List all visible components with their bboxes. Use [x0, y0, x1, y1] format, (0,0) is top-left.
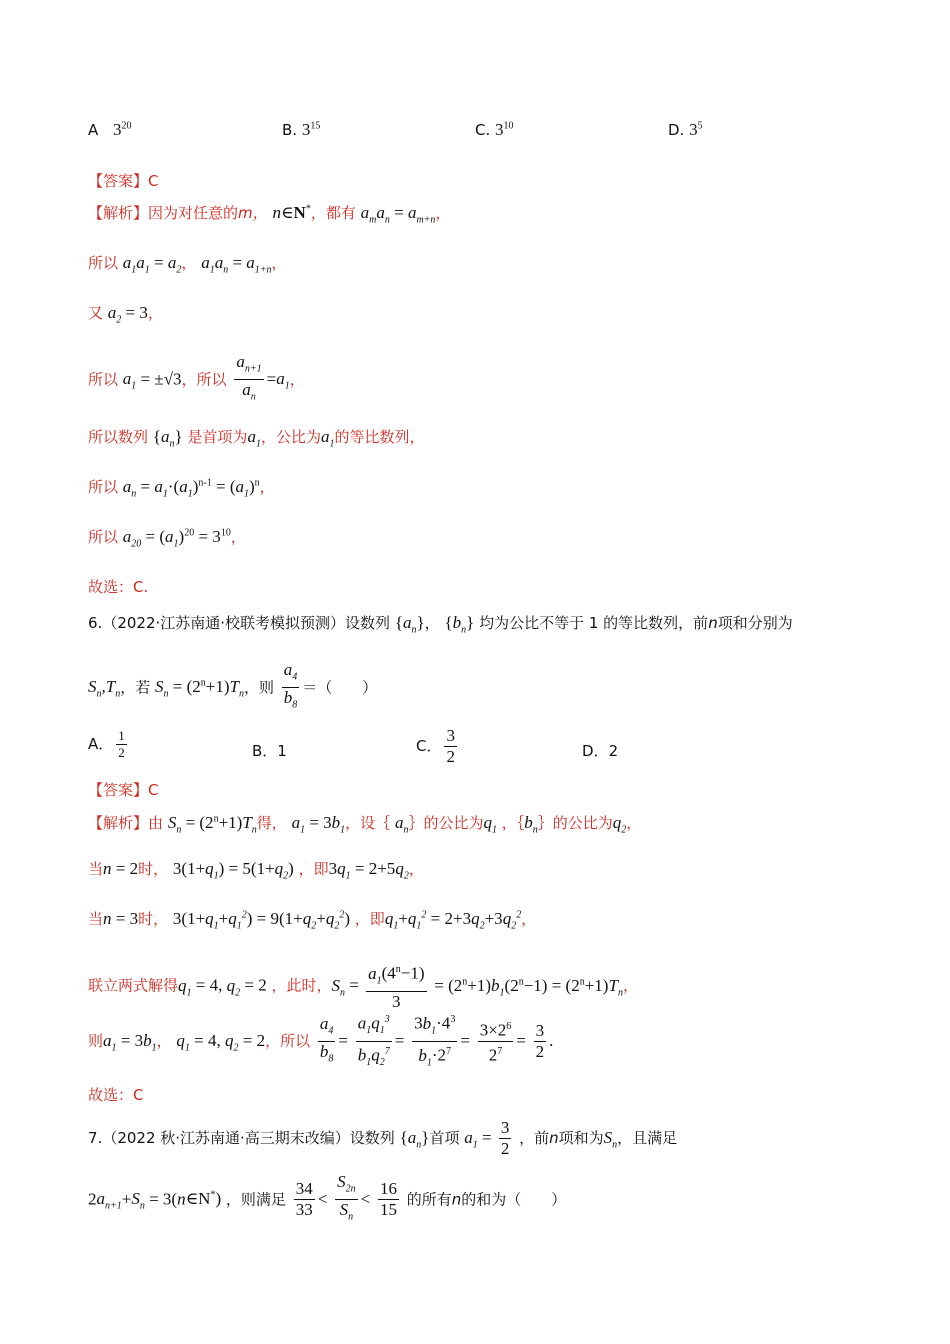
q5-option-d: D. $3^5$ — [668, 120, 703, 139]
q5-analysis-line7: 所以 $a_{20} = (a_1)^{20} = 3^{10}$， — [88, 527, 246, 550]
q7-stem-line1: 7.（2022 秋·江苏南通·高三期末改编）设数列 $\{a_n\}$首项 $a_1$ = $\frac{3}{2}$ ，前n项和为$S_n$，且满足 — [88, 1118, 678, 1158]
q6-answer: 【答案】C — [88, 781, 159, 799]
q6-option-d: D．2 — [582, 742, 619, 760]
q7-stem-line2: $2a_{n+1}+S_n$ = 3(n∈N*) ，则满足 $\frac{34}{33}$ < $\frac{S_{2n}}{S_n}$ < $\frac{16}{15}$ 的所有n的和为（ ） — [88, 1172, 567, 1223]
q5-option-a: A $3^{20}$ — [88, 120, 132, 139]
q6-stem-line1: 6.（2022·江苏南通·校联考模拟预测）设数列 $\{a_n\}$， $\{b_n\}$ 均为公比不等于 1 的等比数列，前n项和分别为 — [88, 613, 793, 636]
q6-option-a: A． $\frac{1}{2}$ — [88, 728, 125, 760]
q6-option-b: B．1 — [252, 742, 287, 760]
q5-option-c: C. $3^{10}$ — [475, 120, 514, 139]
q5-analysis-line5: 所以数列 $\{a_n\}$ 是首项为$a_1$，公比为$a_1$的等比数列， — [88, 427, 425, 450]
q6-analysis-line2: 当n = 2时， $3(1+q_1) = 5(1+q_2)$ ，即$3q_1 = 2+5q_2$， — [88, 859, 424, 882]
q6-analysis-line5: 则$a_1 = 3b_1$， $q_1 = 4$, $q_2 = 2$，所以 $\frac{a_4}{b_8}$ = $\frac{a_1q_1^3}{b_1q_2^7}$ = $\frac{3b_1\cdot 4^3}{b_1\cdot 2^7}$ = $\frac{3\times 2^6}{2^7}$ = $\frac{3}{2}$ . — [88, 1010, 553, 1073]
q5-analysis-line6: 所以 $a_n = a_1\cdot(a_1)^{n-1} = (a_1)^n$， — [88, 477, 275, 500]
q5-analysis-line1: 【解析】因为对任意的m， n∈N*，都有 $a_ma_n = a_{m+n}$， — [88, 203, 451, 226]
q5-analysis-line2: 所以 $a_1a_1 = a_2$， $a_1a_n = a_{1+n}$， — [88, 253, 287, 276]
q5-option-b: B. $3^{15}$ — [282, 120, 321, 139]
q6-option-c: C． $\frac{3}{2}$ — [416, 726, 455, 766]
q5-analysis-line3: 又 $a_2 = 3$， — [88, 303, 163, 326]
q6-final: 故选：C — [88, 1086, 144, 1104]
q5-analysis-line4: 所以 $a_1 = \pm√3$，所以 $\frac{a_{n+1}}{a_n}$ $=a_1$， — [88, 352, 305, 403]
q6-analysis-line4: 联立两式解得$q_1 = 4$, $q_2 = 2$ ，此时，$S_n$ = $\frac{a_1(4^n-1)}{3}$ = $(2^n+1)b_1(2^n-1) = (2^n+1)T_n$， — [88, 960, 638, 1012]
q5-answer: 【答案】C — [88, 172, 159, 190]
q6-analysis-line1: 【解析】由 $S_n = (2^n+1)T_n$得， $a_1 = 3b_1$，设｛ $a_n\}$的公比为$q_1$ ，$\{b_n\}$的公比为$q_2$， — [88, 813, 642, 836]
q6-analysis-line3: 当n = 3时， $3(1+q_1+q_1^2) = 9(1+q_2+q_2^2)$ ，即$q_1+q_1^2 = 2+3q_2+3q_2^2$， — [88, 909, 537, 932]
q6-stem-line2: $S_n,T_n$，若 $S_n = (2^n+1)T_n$，则 $\frac{a_4}{b_8}$ ＝（ ） — [88, 660, 378, 711]
q5-final: 故选：C. — [88, 578, 149, 596]
